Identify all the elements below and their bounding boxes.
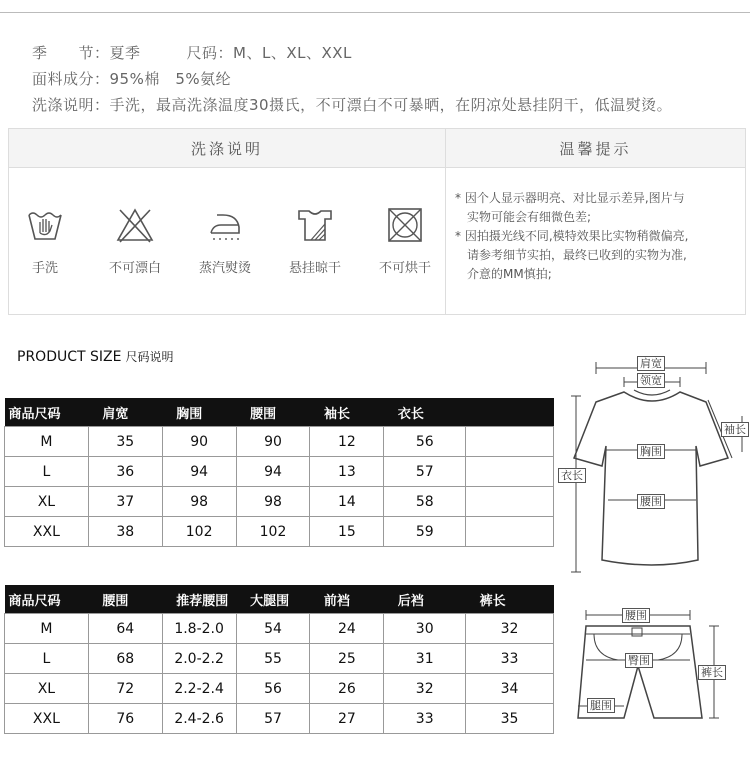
wash-line (32, 94, 672, 115)
bottom-table-header-cell: 推荐腰围 (162, 585, 236, 614)
bottom-table-cell: 33 (466, 644, 554, 674)
bottom-table-cell: 27 (310, 704, 384, 734)
top-table-cell: XXL (5, 517, 89, 547)
top-table-header-cell: 胸围 (162, 398, 236, 427)
care-divider (445, 129, 446, 314)
top-table-cell: 57 (384, 457, 466, 487)
top-table-cell: 58 (384, 487, 466, 517)
fabric-label: 面料成分： (32, 70, 110, 88)
top-table-cell (466, 457, 554, 487)
season-size-line (32, 42, 352, 63)
bottom-table-header-cell: 裤长 (466, 585, 554, 614)
bottom-table-cell: 72 (88, 674, 162, 704)
top-table-cell: 13 (310, 457, 384, 487)
bottom-table-row (5, 644, 554, 674)
care-item-steam-iron (185, 207, 265, 276)
bottom-table-cell: 31 (384, 644, 466, 674)
bottom-size-table (4, 585, 554, 734)
fabric-value: 95%棉 5%氨纶 (109, 70, 232, 88)
product-size-title-en: PRODUCT SIZE (17, 349, 122, 365)
bottom-table-cell: 2.2-2.4 (162, 674, 236, 704)
hang-dry-icon (295, 207, 335, 243)
top-table-cell: 98 (162, 487, 236, 517)
top-table-header-cell: 腰围 (236, 398, 310, 427)
bottom-table-header-row (5, 585, 554, 614)
steam-iron-icon (205, 207, 245, 243)
top-table-cell (466, 517, 554, 547)
bottom-table-cell: M (5, 614, 89, 644)
top-table-cell: 98 (236, 487, 310, 517)
top-table-cell: 56 (384, 427, 466, 457)
top-table-header-cell: 商品尺码 (5, 398, 89, 427)
fabric-line (32, 68, 231, 89)
top-table-header-cell (466, 398, 554, 427)
wash-value: 手洗，最高洗涤温度30摄氏，不可漂白不可暴晒，在阴凉处悬挂阴干，低温熨烫。 (109, 96, 673, 114)
bottom-table-cell: 64 (88, 614, 162, 644)
top-table-cell: 94 (236, 457, 310, 487)
top-table-cell: 36 (88, 457, 162, 487)
bottom-table-cell: 55 (236, 644, 310, 674)
bottom-table-cell: XL (5, 674, 89, 704)
season-value: 夏季 (109, 44, 141, 62)
shirt-chest-tag: 胸围 (637, 444, 665, 459)
bottom-table-cell: 76 (88, 704, 162, 734)
top-table-cell: L (5, 457, 89, 487)
top-table-cell: 102 (162, 517, 236, 547)
care-label-no-tumble-dry: 不可烘干 (378, 261, 431, 276)
tip-line: 实物可能会有细微色差; (455, 210, 592, 224)
tip-line: 请参考细节实拍，最终已收到的实物为准, (455, 248, 687, 262)
bottom-table-header-cell: 商品尺码 (5, 585, 89, 614)
top-table-header-cell: 衣长 (384, 398, 466, 427)
bottom-table-header-cell: 后裆 (384, 585, 466, 614)
top-table-cell: 14 (310, 487, 384, 517)
care-header-left: 洗涤说明 (9, 129, 445, 168)
bottom-table-row (5, 674, 554, 704)
bottom-table-row (5, 614, 554, 644)
top-table-row (5, 517, 554, 547)
bottom-table-row (5, 704, 554, 734)
top-table-cell: 90 (162, 427, 236, 457)
shirt-shoulder-tag: 肩宽 (637, 356, 665, 371)
top-table-header-cell: 肩宽 (88, 398, 162, 427)
shorts-length-tag: 裤长 (698, 665, 726, 680)
bottom-table-cell: 26 (310, 674, 384, 704)
top-table-row (5, 487, 554, 517)
top-table-cell: 59 (384, 517, 466, 547)
top-table-cell: XL (5, 487, 89, 517)
bottom-table-cell: 57 (236, 704, 310, 734)
care-item-no-tumble-dry (365, 207, 445, 276)
shorts-hip-tag: 臀围 (625, 653, 653, 668)
tip-line: * 因拍摄光线不同,模特效果比实物稍微偏亮, (455, 229, 689, 243)
bottom-table-header-cell: 腰围 (88, 585, 162, 614)
bottom-table-cell: 2.0-2.2 (162, 644, 236, 674)
bottom-table-cell: 25 (310, 644, 384, 674)
care-label-steam-iron: 蒸汽熨烫 (198, 261, 251, 276)
bottom-table-cell: 33 (384, 704, 466, 734)
bottom-table-cell: 24 (310, 614, 384, 644)
tips-text (455, 189, 688, 284)
bottom-table-cell: XXL (5, 704, 89, 734)
top-table-header-cell: 袖长 (310, 398, 384, 427)
wash-label: 洗涤说明： (32, 96, 110, 114)
bottom-table-cell: 2.4-2.6 (162, 704, 236, 734)
top-divider (0, 12, 750, 13)
no-bleach-icon (115, 207, 155, 243)
care-item-no-bleach (95, 207, 175, 276)
shirt-waist-tag: 腰围 (637, 494, 665, 509)
shirt-figure (556, 350, 750, 575)
top-size-table (4, 398, 554, 547)
top-table-cell: 38 (88, 517, 162, 547)
shirt-neck-tag: 领宽 (637, 373, 665, 388)
care-header-right: 温馨提示 (446, 129, 745, 168)
bottom-table-cell: L (5, 644, 89, 674)
care-label-hang-dry: 悬挂晾干 (288, 261, 341, 276)
top-table-cell (466, 487, 554, 517)
bottom-table-cell: 32 (384, 674, 466, 704)
care-label-no-bleach: 不可漂白 (108, 261, 161, 276)
season-label: 季 节： (32, 44, 110, 62)
size-value: M、L、XL、XXL (233, 44, 352, 62)
tip-line: 介意的MM慎拍; (455, 267, 552, 281)
no-tumble-dry-icon (385, 207, 425, 243)
bottom-table-cell: 34 (466, 674, 554, 704)
product-size-title-cn: 尺码说明 (125, 350, 174, 364)
product-size-title (17, 348, 173, 365)
shorts-thigh-tag: 腿围 (587, 698, 615, 713)
shorts-figure (572, 600, 750, 730)
shirt-length-tag: 衣长 (558, 468, 586, 483)
tip-line: * 因个人显示器明亮、对比显示差异,图片与 (455, 191, 685, 205)
top-table-row (5, 427, 554, 457)
size-label: 尺码： (186, 44, 234, 62)
hand-wash-icon (25, 207, 65, 243)
bottom-table-cell: 32 (466, 614, 554, 644)
care-label-hand-wash: 手洗 (31, 261, 58, 276)
bottom-table-header-cell: 前裆 (310, 585, 384, 614)
top-table-cell: 35 (88, 427, 162, 457)
shirt-sleeve-tag: 袖长 (721, 422, 749, 437)
top-table-cell: 94 (162, 457, 236, 487)
bottom-table-cell: 68 (88, 644, 162, 674)
bottom-table-cell: 30 (384, 614, 466, 644)
top-table-cell: M (5, 427, 89, 457)
bottom-table-cell: 1.8-2.0 (162, 614, 236, 644)
top-table-cell: 102 (236, 517, 310, 547)
top-table-cell: 37 (88, 487, 162, 517)
care-item-hang-dry (275, 207, 355, 276)
bottom-table-cell: 35 (466, 704, 554, 734)
shorts-waist-tag: 腰围 (622, 608, 650, 623)
top-table-cell: 15 (310, 517, 384, 547)
top-table-header-row (5, 398, 554, 427)
bottom-table-cell: 54 (236, 614, 310, 644)
top-table-cell: 12 (310, 427, 384, 457)
top-table-cell: 90 (236, 427, 310, 457)
bottom-table-cell: 56 (236, 674, 310, 704)
bottom-table-header-cell: 大腿围 (236, 585, 310, 614)
care-box (8, 128, 746, 315)
top-table-row (5, 457, 554, 487)
top-table-cell (466, 427, 554, 457)
care-item-hand-wash (5, 207, 85, 276)
